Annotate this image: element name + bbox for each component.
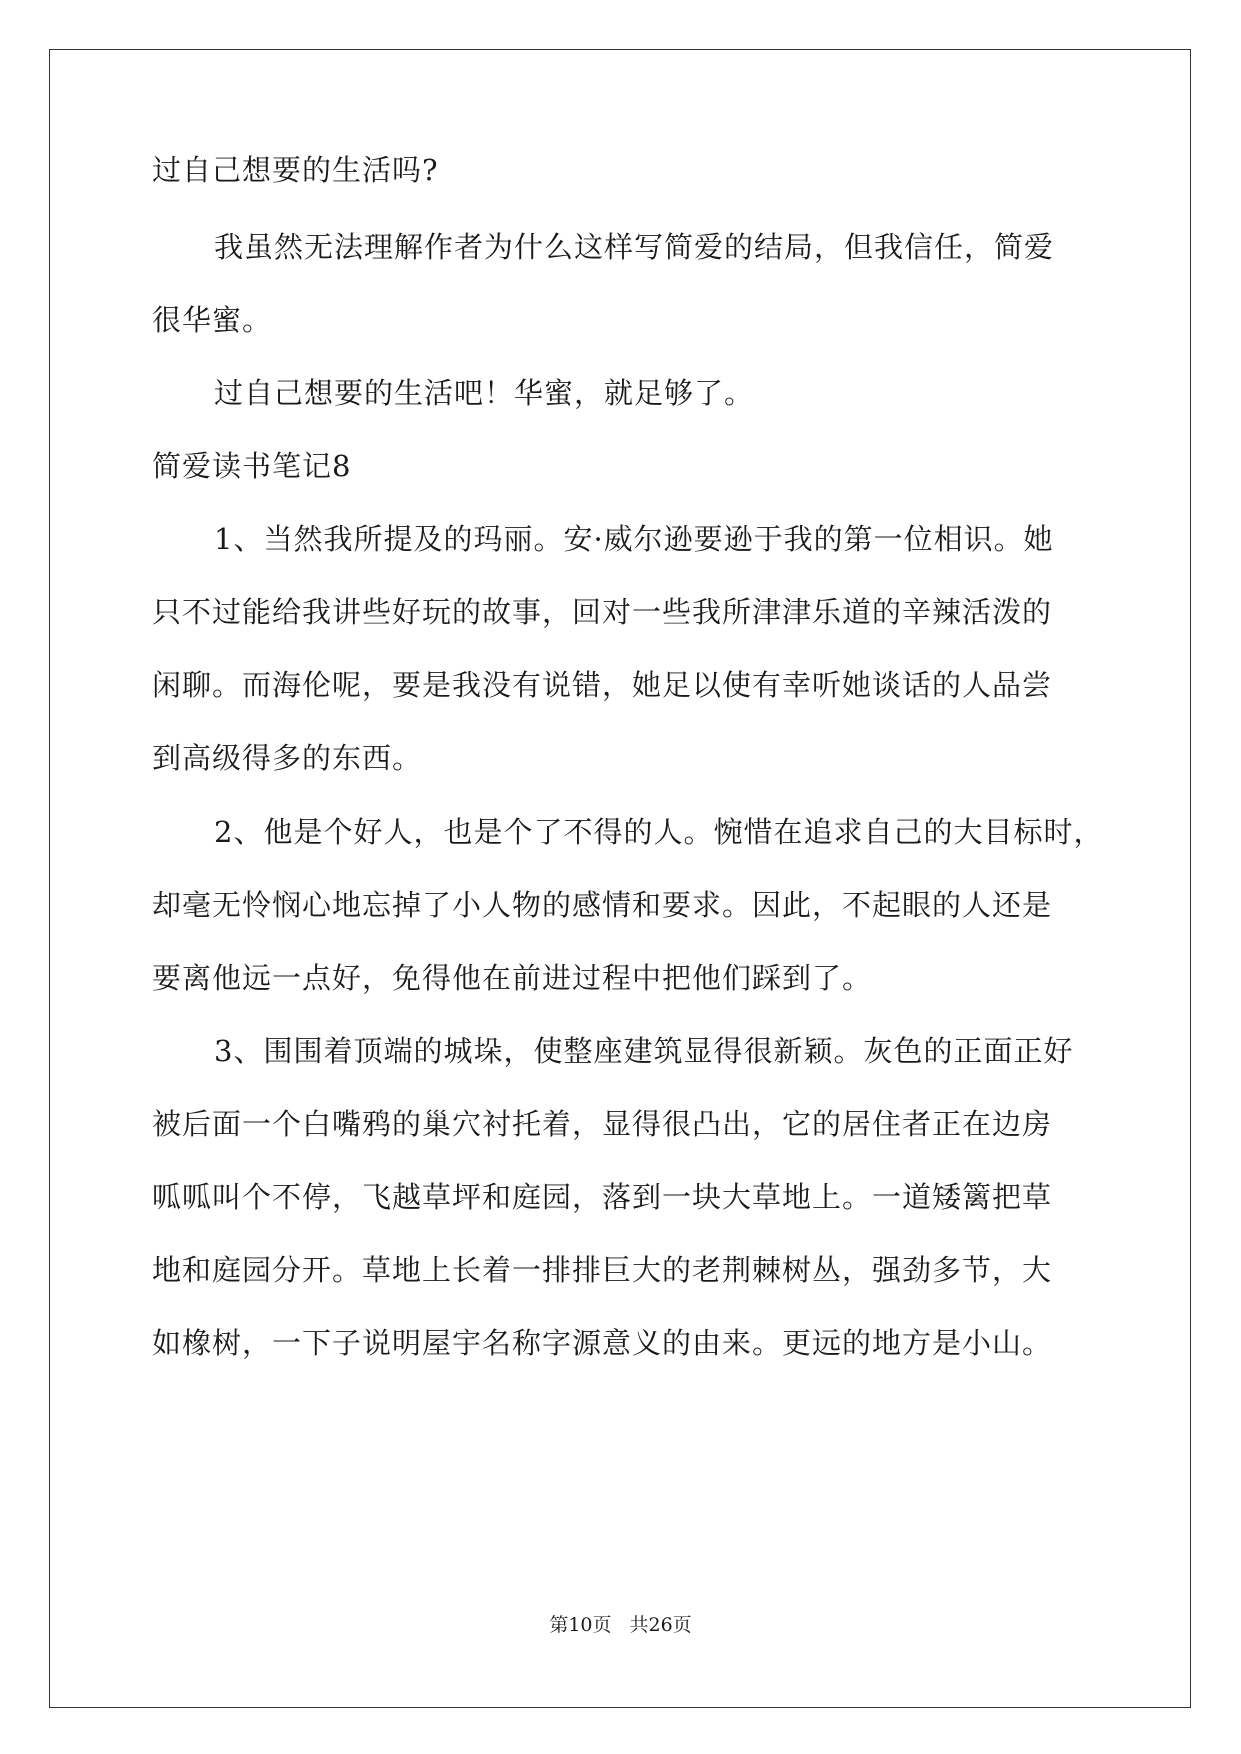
paragraph-line: 地和庭园分开。草地上长着一排排巨大的老荆棘树丛，强劲多节，大	[152, 1253, 1053, 1287]
paragraph-line: 只不过能给我讲些好玩的故事，回对一些我所津津乐道的辛辣活泼的	[152, 595, 1053, 629]
paragraph-line: 闲聊。而海伦呢，要是我没有说错，她足以使有幸听她谈话的人品尝	[152, 668, 1053, 702]
paragraph-line: 1、当然我所提及的玛丽。安·威尔逊要逊于我的第一位相识。她	[214, 522, 1054, 556]
paragraph-line: 3、围围着顶端的城垛，使整座建筑显得很新颖。灰色的正面正好	[214, 1034, 1074, 1068]
page-number-total: 共26页	[629, 1614, 692, 1636]
page-number-current: 第10页	[549, 1614, 612, 1636]
paragraph-line: 要离他远一点好，免得他在前进过程中把他们踩到了。	[152, 961, 873, 995]
paragraph-line: 呱呱叫个不停，飞越草坪和庭园，落到一块大草地上。一道矮篱把草	[152, 1180, 1053, 1214]
paragraph-line: 却毫无怜悯心地忘掉了小人物的感情和要求。因此，不起眼的人还是	[152, 888, 1053, 922]
section-heading: 简爱读书笔记8	[152, 449, 352, 483]
page-border	[49, 49, 1191, 1708]
paragraph-line: 如橡树，一下子说明屋宇名称字源意义的由来。更远的地方是小山。	[152, 1326, 1053, 1360]
paragraph-line: 我虽然无法理解作者为什么这样写简爱的结局，但我信任，简爱	[214, 230, 1055, 264]
paragraph-line: 很华蜜。	[152, 303, 273, 337]
paragraph-line: 过自己想要的生活吧！华蜜，就足够了。	[214, 376, 755, 410]
paragraph-line: 到高级得多的东西。	[152, 741, 423, 775]
paragraph-line: 2、他是个好人，也是个了不得的人。惋惜在追求自己的大目标时，	[214, 815, 1104, 849]
page-footer	[0, 1613, 1241, 1637]
paragraph-line: 过自己想要的生活吗?	[152, 153, 439, 187]
paragraph-line: 被后面一个白嘴鸦的巢穴衬托着，显得很凸出，它的居住者正在边房	[152, 1107, 1053, 1141]
